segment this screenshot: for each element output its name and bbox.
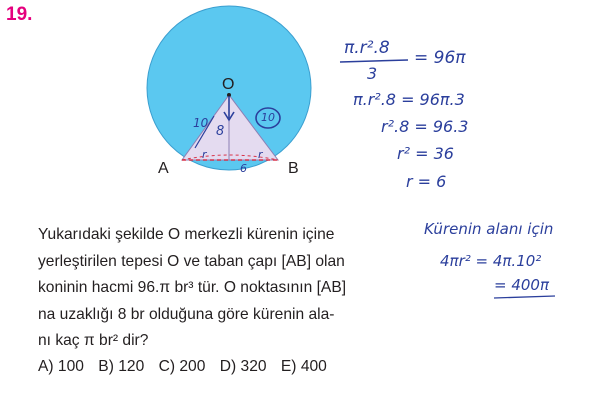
option-e[interactable]: E) 400 (280, 358, 327, 375)
annotation-circled: 10 (261, 111, 275, 124)
option-d[interactable]: D) 320 (219, 358, 267, 375)
area-result: = 400π (494, 276, 549, 294)
work-line-5: r = 6 (406, 172, 447, 191)
question-line: nı kaç π br² dir? (38, 332, 149, 349)
annotation-6: 6 (240, 162, 247, 175)
label-o: O (222, 76, 235, 93)
underline-result (494, 296, 555, 298)
question-line: na uzaklığı 8 br olduğuna göre kürenin ala- (38, 305, 335, 323)
annotation-r1: r (202, 148, 207, 161)
label-b: B (288, 160, 299, 177)
question-line: Yukarıdaki şekilde O merkezli kürenin içine (38, 226, 335, 243)
area-formula: 4πr² = 4π.10² (440, 252, 542, 270)
option-c[interactable]: C) 200 (158, 358, 206, 375)
fraction-bar (340, 60, 408, 62)
answer-options (38, 358, 337, 376)
work-line-4: r² = 36 (397, 144, 454, 163)
annotation-height: 8 (216, 124, 225, 139)
question-text (38, 222, 408, 355)
option-a[interactable]: A) 100 (38, 358, 84, 375)
work-line-2: π.r².8 = 96π.3 (353, 90, 465, 109)
label-a: A (158, 160, 169, 177)
question-line: koninin hacmi 96.π br³ tür. O noktasının [AB] (38, 279, 347, 296)
work-line-3: r².8 = 96.3 (381, 117, 469, 136)
annotation-r2: r (258, 148, 263, 161)
option-b[interactable]: B) 120 (98, 358, 145, 375)
question-line: yerleştirilen tepesi O ve taban çapı [AB] olan (38, 252, 345, 270)
area-heading: Kürenin alanı için (424, 220, 554, 238)
work-numerator: π.r².8 (344, 38, 390, 58)
work-denominator: 3 (367, 64, 378, 83)
annotation-slant: 10 (193, 116, 209, 130)
question-number: 19. (6, 4, 33, 25)
work-equals-96pi: = 96π (414, 48, 466, 68)
